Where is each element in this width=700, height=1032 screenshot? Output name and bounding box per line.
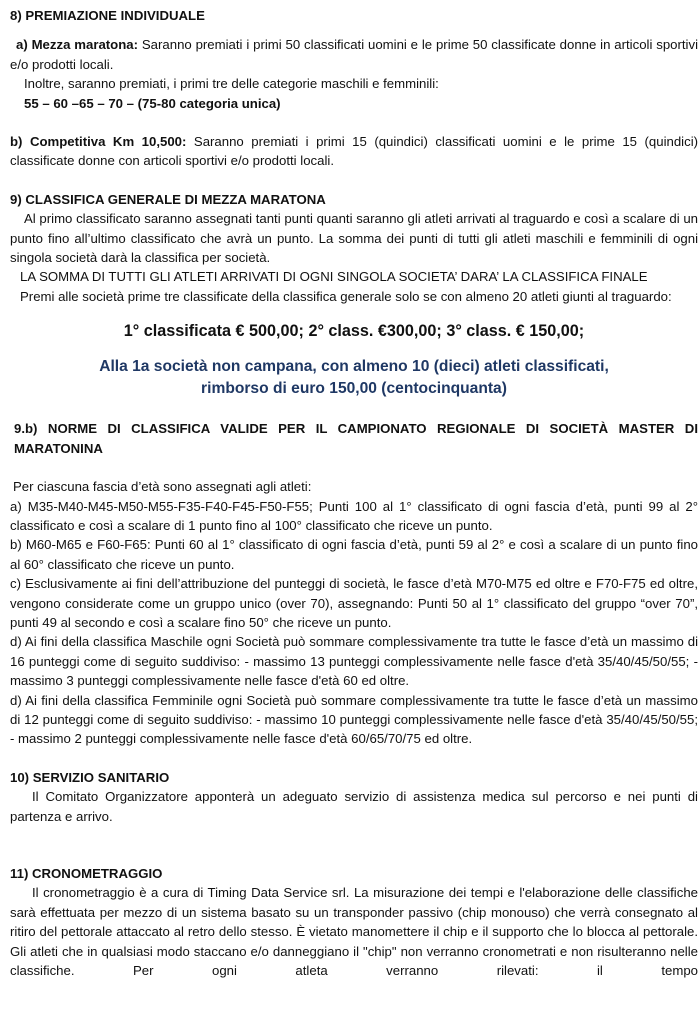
- section-9b-item-a: a) M35-M40-M45-M50-M55-F35-F40-F45-F50-F55; Punti 100 al 1° classificato di ogni fascia d’età, punti 99 al 2° classificato e così a scalare di 1 punto fino al 100° classificato che riceve un punto.: [10, 498, 698, 533]
- section-11-heading: 11) CRONOMETRAGGIO: [10, 866, 163, 881]
- section-8-item-b: [10, 132, 698, 171]
- item-a-categories: 55 – 60 –65 – 70 – (75-80 categoria unica): [24, 95, 281, 111]
- section-8-heading: 8) PREMIAZIONE INDIVIDUALE: [10, 8, 205, 23]
- item-a-label: a) Mezza maratona:: [16, 37, 139, 53]
- item-a-text: Saranno premiati i primi 50 classificati uomini e le prime 50 classificate donne in articoli sportivi e/o prodotti locali.: [10, 37, 699, 72]
- section-9b-item-c: c) Esclusivamente ai fini dell’attribuzione del punteggi di società, le fasce d’età M70-M75 ed oltre e F70-F75 ed oltre, vengono considerate come un gruppo unico (over 70), assegnando: Punti 50 al 1° classificato del gruppo “over 70”, punti 49 al secondo e così a scalare fino 50° che riceve un punto.: [10, 576, 698, 630]
- section-9b-intro: Per ciascuna fascia d’età sono assegnati agli atleti:: [13, 479, 312, 495]
- section-9b-heading: 9.b) NORME DI CLASSIFICA VALIDE PER IL CAMPIONATO REGIONALE DI SOCIETÀ MASTER DI MARATONINA: [14, 421, 698, 456]
- section-9-p2: LA SOMMA DI TUTTI GLI ATLETI ARRIVATI DI OGNI SINGOLA SOCIETA’ DARA’ LA CLASSIFICA FINALE: [20, 269, 648, 285]
- section-9b-item-d-female: d) Ai fini della classifica Femminile ogni Società può sommare complessivamente tra tutte le fasce d’età un massimo di 12 punteggi come di seguito suddiviso: - massimo 10 punteggi complessivamente nelle fasce d'età 35/40/45/50/55; - massimo 2 punteggi complessivamente nelle fasce d'età 60/65/70/75 ed oltre.: [10, 692, 698, 747]
- section-9b-item-b: b) M60-M65 e F60-F65: Punti 60 al 1° classificato di ogni fascia d’età, punti 59 al 2° e così a scalare di un punto fino al 60° classificato che riceve un punto.: [10, 537, 698, 572]
- section-10-heading: 10) SERVIZIO SANITARIO: [10, 769, 170, 785]
- section-8-item-a: [10, 35, 698, 74]
- item-b-label: b) Competitiva Km 10,500:: [10, 134, 187, 150]
- section-9-p3: Premi alle società prime tre classificate della classifica generale solo se con almeno 20 atleti giunti al traguardo:: [20, 288, 672, 304]
- item-b-text: Saranno premiati i primi 15 (quindici) classificati uomini e le prime 15 (quindici) classificate donne con articoli sportivi e/o prodotti locali.: [10, 134, 699, 169]
- non-campana-reimbursement-line2: rimborso di euro 150,00 (centocinquanta): [201, 380, 507, 398]
- society-prizes: 1° classificata € 500,00; 2° class. €300,00; 3° class. € 150,00;: [123, 322, 585, 341]
- section-10-text: Il Comitato Organizzatore apponterà un adeguato servizio di assistenza medica sul percorso e nei punti di partenza e arrivo.: [10, 789, 698, 824]
- item-a-extra: Inoltre, saranno premiati, i primi tre delle categorie maschili e femminili:: [24, 76, 439, 92]
- section-9b-item-d-male: d) Ai fini della classifica Maschile ogni Società può sommare complessivamente tra tutte le fasce d’età un massimo di 16 punteggi come di seguito suddiviso: - massimo 13 punteggi complessivamente nelle fasce d'età 35/40/45/50/55; - massimo 3 punteggi complessivamente nelle fasce d'età 60 ed oltre.: [10, 634, 698, 689]
- section-11-text: Il cronometraggio è a cura di Timing Data Service srl. La misurazione dei tempi e l'elaborazione delle classifiche sarà effettuata per mezzo di un sistema basato su un transponder passivo (chip monouso) che verrà consegnato al ritiro del pettorale attaccato al retro dello stesso. È vietato manomettere il chip e il supporto che lo blocca al pettorale. Gli atleti che in qualsiasi modo staccano e/o danneggiano il "chip" non verranno cronometrati e non risulteranno nelle classifiche. Per ogni atleta verranno rilevati: il tempo: [10, 885, 698, 979]
- non-campana-reimbursement-line1: Alla 1a società non campana, con almeno 10 (dieci) atleti classificati,: [99, 358, 609, 376]
- section-9-heading: 9) CLASSIFICA GENERALE DI MEZZA MARATONA: [10, 191, 326, 207]
- regulation-document: [10, 6, 698, 980]
- section-9-p1: Al primo classificato saranno assegnati tanti punti quanti saranno gli atleti arrivati al traguardo e così a scalare di un punto fino all’ultimo classificato che avrà un punto. La somma dei punti di tutti gli atleti maschili e femminili di ogni singola società darà la classifica per società.: [10, 211, 698, 266]
